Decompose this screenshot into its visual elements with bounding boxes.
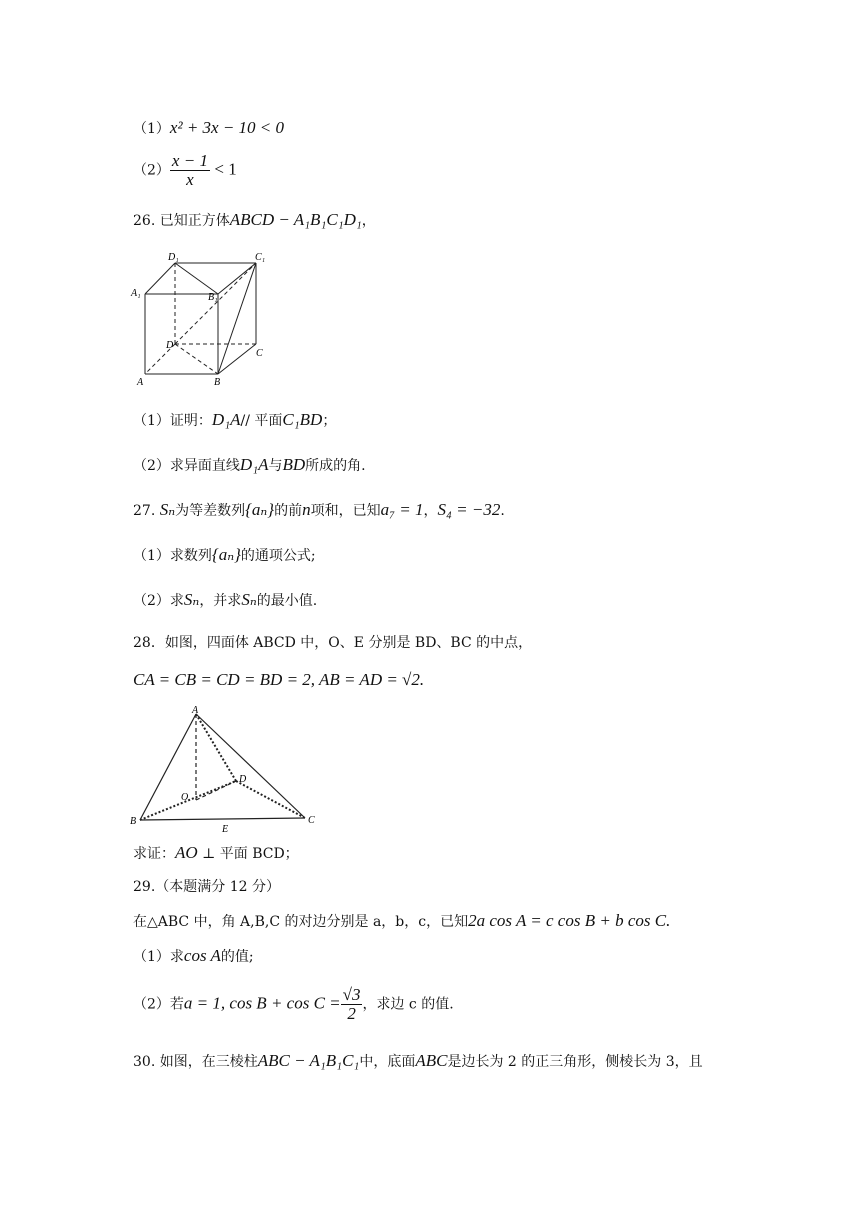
q25-part2: （2） $\frac{x - 1}{x}$ < 1 — [133, 151, 237, 189]
label-e: E — [222, 824, 229, 835]
q28-stem: 28．如图，四面体 ABCD 中，O、E 分别是 BD、BC 的中点， — [133, 635, 533, 651]
q27-part2: （2）求Sₙ，并求Sₙ的最小值. — [133, 590, 318, 609]
q29-part1: （1）求cos A的值; — [133, 946, 254, 965]
q27-part1: （1）求数列{aₙ}的通项公式; — [133, 545, 316, 564]
q25-part1: （1）x² + 3x − 10 < 0 — [133, 118, 285, 137]
label-o: O — [181, 792, 189, 803]
label-d1: D₁ — [168, 252, 179, 263]
q26-part1: （1）证明：D₁A// 平面C₁BD； — [133, 410, 337, 429]
q28-prove: 求证：AO ⊥ 平面 BCD； — [133, 843, 299, 862]
q25-part2-fraction: $\frac{x - 1}{x}$ — [171, 151, 208, 189]
label-a1: A₁ — [131, 288, 141, 299]
label-b1: B₁ — [208, 292, 218, 303]
q28-condition: CA = CB = CD = BD = 2, AB = AD = √2. — [133, 670, 425, 689]
label-c1: C₁ — [255, 252, 266, 263]
q29-header: 29.（本题满分 12 分） — [133, 879, 280, 895]
cube-figure — [128, 248, 278, 390]
tetrahedron-figure — [128, 705, 328, 837]
label-d: D — [166, 340, 174, 351]
label-c: C — [308, 815, 315, 826]
label-a: A — [192, 705, 199, 716]
label-c: C — [256, 348, 263, 359]
label-a: A — [137, 377, 144, 388]
q29-stem: 在△ABC 中，角 A,B,C 的对边分别是 a，b，c，已知2a cos A = c cos B + b cos C. — [133, 911, 671, 930]
q27-stem: 27. Sₙ为等差数列{aₙ}的前n项和，已知a₇ = 1，S₄ = −32. — [133, 500, 505, 519]
label-d: D — [239, 774, 247, 785]
label-b: B — [214, 377, 221, 388]
label-b: B — [130, 816, 137, 827]
q26-stem: 26. 已知正方体ABCD − A₁B₁C₁D₁， — [133, 210, 376, 229]
q30-stem: 30. 如图，在三棱柱ABC − A₁B₁C₁中，底面ABC是边长为 2 的正三角形，侧棱长为 3，且 — [133, 1051, 703, 1070]
q29-part2: （2）若a = 1, cos B + cos C = $\frac{√3}{2}$ ，求边 c 的值. — [133, 985, 454, 1023]
q29-fraction: $\frac{√3}{2}$ — [342, 985, 361, 1023]
q25-part1-expr: x² + 3x − 10 < 0 — [169, 118, 285, 137]
q26-part2: （2）求异面直线D₁A与BD所成的角. — [133, 455, 366, 474]
